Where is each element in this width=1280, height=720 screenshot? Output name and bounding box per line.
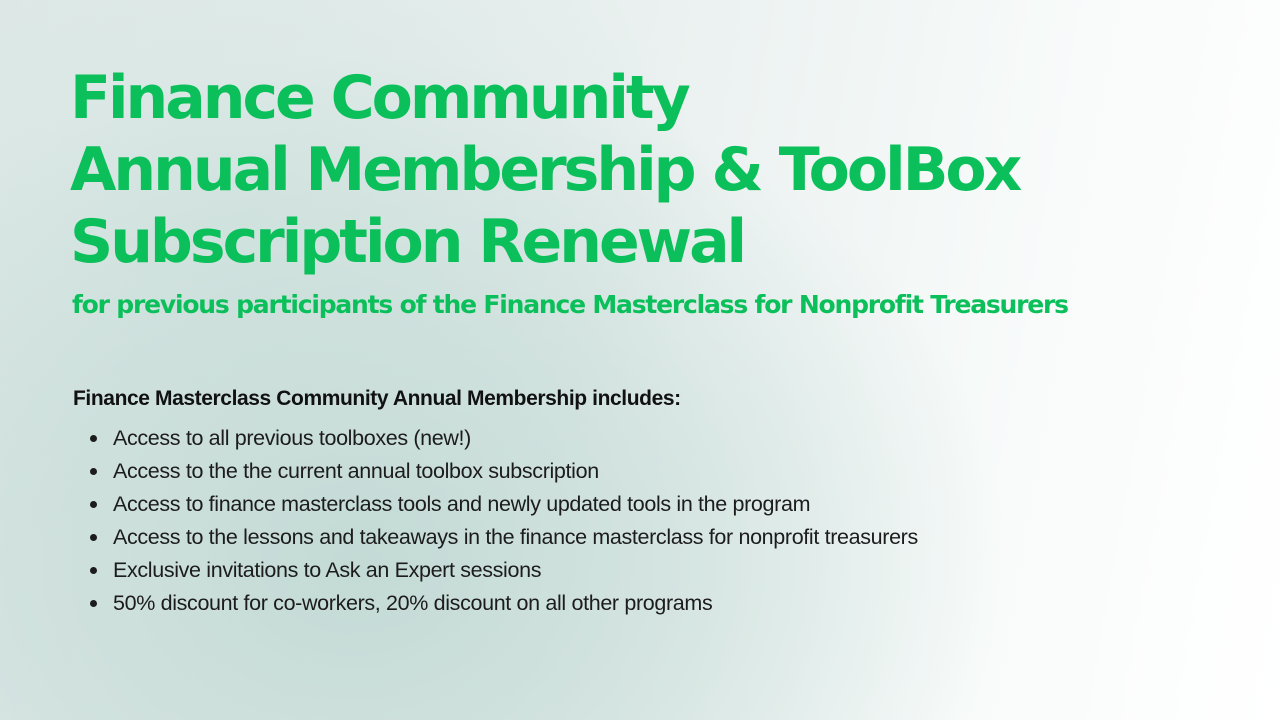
list-item	[90, 587, 918, 620]
subtitle: for previous participants of the Finance Masterclass for Nonprofit Treasurers	[72, 290, 1068, 319]
list-item-text: Access to finance masterclass tools and newly updated tools in the program	[113, 492, 811, 516]
page-title	[70, 62, 1250, 278]
list-item-text: 50% discount for co-workers, 20% discount on all other programs	[113, 591, 713, 615]
list-item-text: Access to all previous toolboxes (new!)	[113, 426, 471, 450]
title-line-1: Finance Community	[70, 63, 688, 133]
bullet-icon	[90, 435, 97, 442]
bullet-icon	[90, 567, 97, 574]
bullet-icon	[90, 534, 97, 541]
list-item	[90, 554, 918, 587]
list-item	[90, 488, 918, 521]
includes-heading: Finance Masterclass Community Annual Membership includes:	[73, 387, 681, 410]
list-item	[90, 521, 918, 554]
list-item	[90, 455, 918, 488]
list-item	[90, 422, 918, 455]
list-item-text: Access to the lessons and takeaways in the finance masterclass for nonprofit treasurers	[113, 525, 918, 549]
bullet-icon	[90, 600, 97, 607]
title-line-3: Subscription Renewal	[70, 207, 745, 277]
bullet-icon	[90, 468, 97, 475]
benefits-list	[90, 422, 918, 620]
bullet-icon	[90, 501, 97, 508]
title-line-2: Annual Membership & ToolBox	[70, 135, 1020, 205]
list-item-text: Exclusive invitations to Ask an Expert sessions	[113, 558, 542, 582]
list-item-text: Access to the the current annual toolbox subscription	[113, 459, 599, 483]
